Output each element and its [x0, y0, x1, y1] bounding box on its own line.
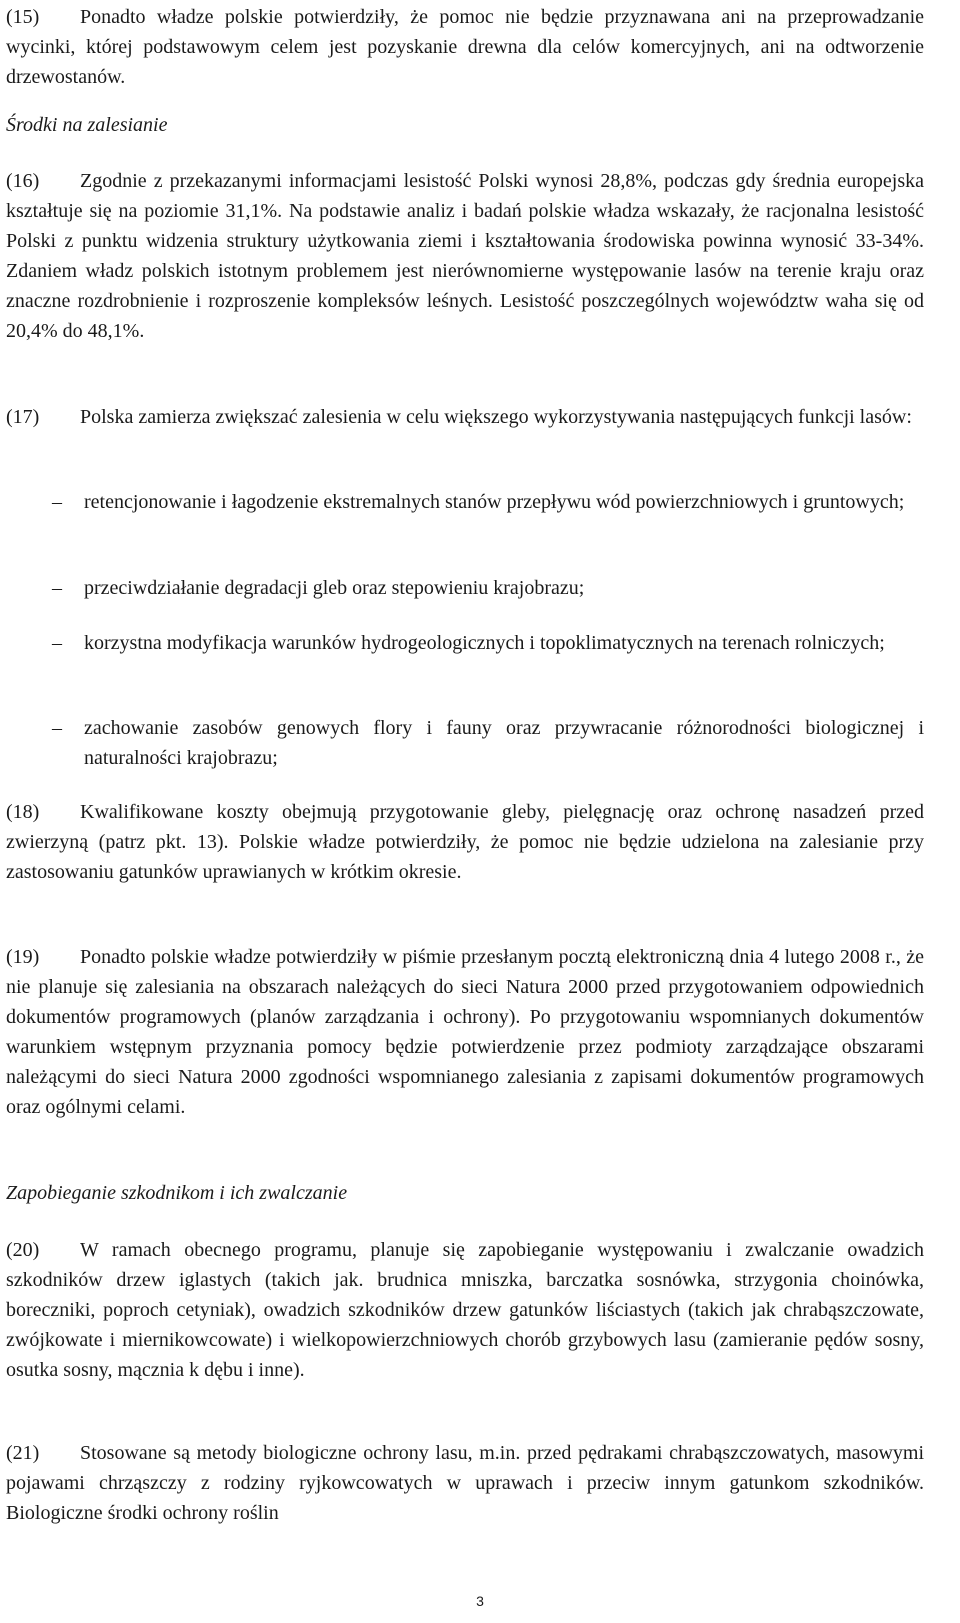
paragraph-number: (21): [6, 1442, 40, 1464]
list-item-text: zachowanie zasobów genowych flory i fauny oraz przywracanie różnorodności biologicznej i naturalności krajobrazu;: [84, 717, 924, 769]
paragraph-16: [6, 166, 924, 346]
list-item: [40, 487, 924, 517]
paragraph-19: [6, 942, 924, 1122]
list-item: [40, 713, 924, 773]
section-heading-zalesianie: Środki na zalesianie: [6, 114, 168, 136]
paragraph-text: Ponadto polskie władze potwierdziły w piśmie przesłanym pocztą elektroniczną dnia 4 lutego 2008 r., że nie planuje się zalesiania na obszarach należących do sieci Natura 2000 przed przygotowaniem odpowiednich dokumentów programowych (planów zarządzania i ochrony). Po przygotowaniu wspomnianych dokumentów warunkiem wstępnym przyznania pomocy będzie potwierdzenie przez podmioty zarządzające obszarami należącymi do sieci Natura 2000 zgodności wspomnianego zalesiania z zapisami dokumentów programowych oraz ogólnymi celami.: [6, 946, 924, 1118]
paragraph-20: [6, 1235, 924, 1385]
paragraph-text: Zgodnie z przekazanymi informacjami lesistość Polski wynosi 28,8%, podczas gdy średnia europejska kształtuje się na poziomie 31,1%. Na podstawie analiz i badań polskie władza wskazały, że racjonalna lesistość Polski z punktu widzenia struktury użytkowania ziemi i kształtowania środowiska powinna wynosić 33-34%. Zdaniem władz polskich istotnym problemem jest nierównomierne występowanie lasów na terenie kraju oraz znaczne rozdrobnienie i rozproszenie kompleksów leśnych. Lesistość poszczególnych województw waha się od 20,4% do 48,1%.: [6, 170, 924, 342]
paragraph-number: (20): [6, 1239, 40, 1261]
paragraph-text: Ponadto władze polskie potwierdziły, że pomoc nie będzie przyznawana ani na przeprowadzanie wycinki, której podstawowym celem jest pozyskanie drewna dla celów komercyjnych, ani na odtworzenie drzewostanów.: [6, 6, 924, 88]
dash-bullet: –: [52, 632, 62, 654]
paragraph-text: Polska zamierza zwiększać zalesienia w celu większego wykorzystywania następujących funkcji lasów:: [80, 406, 912, 428]
paragraph-number: (17): [6, 406, 40, 428]
list-item-text: retencjonowanie i łagodzenie ekstremalnych stanów przepływu wód powierzchniowych i gruntowych;: [84, 491, 905, 513]
paragraph-number: (15): [6, 6, 40, 28]
paragraph-number: (18): [6, 801, 40, 823]
list-item-text: przeciwdziałanie degradacji gleb oraz stepowieniu krajobrazu;: [84, 577, 585, 599]
paragraph-text: Kwalifikowane koszty obejmują przygotowanie gleby, pielęgnację oraz ochronę nasadzeń przed zwierzyną (patrz pkt. 13). Polskie władze potwierdziły, że pomoc nie będzie udzielona na zalesianie przy zastosowaniu gatunków uprawianych w krótkim okresie.: [6, 801, 924, 883]
list-item: [40, 573, 924, 603]
paragraph-text: W ramach obecnego programu, planuje się zapobieganie występowaniu i zwalczanie owadzich szkodników drzew iglastych (takich jak. brudnica mniszka, barczatka sosnówka, strzygonia choinówka, boreczniki, poproch cetyniak), owadzich szkodników drzew gatunków liściastych (takich jak chrabąszczowate, zwójkowate i miernikowcowate) i wielkopowierzchniowych chorób grzybowych lasu (zamieranie pędów sosny, osutka sosny, mącznia k dębu i inne).: [6, 1239, 924, 1381]
paragraph-number: (19): [6, 946, 40, 968]
paragraph-21: [6, 1438, 924, 1528]
paragraph-number: (16): [6, 170, 40, 192]
list-item: [40, 628, 924, 658]
dash-bullet: –: [52, 577, 62, 599]
dash-bullet: –: [52, 717, 62, 739]
paragraph-15: [6, 2, 924, 92]
list-item-text: korzystna modyfikacja warunków hydrogeologicznych i topoklimatycznych na terenach rolniczych;: [84, 632, 885, 654]
dash-bullet: –: [52, 491, 62, 513]
paragraph-18: [6, 797, 924, 887]
paragraph-17: [6, 402, 924, 432]
section-heading-szkodniki: Zapobieganie szkodnikom i ich zwalczanie: [6, 1182, 348, 1204]
page-number: 3: [476, 1593, 484, 1609]
paragraph-text: Stosowane są metody biologiczne ochrony lasu, m.in. przed pędrakami chrabąszczowatych, masowymi pojawami chrząszczy z rodziny ryjkowcowatych w uprawach i przeciw innym gatunkom szkodników. Biologiczne środki ochrony roślin: [6, 1442, 924, 1524]
